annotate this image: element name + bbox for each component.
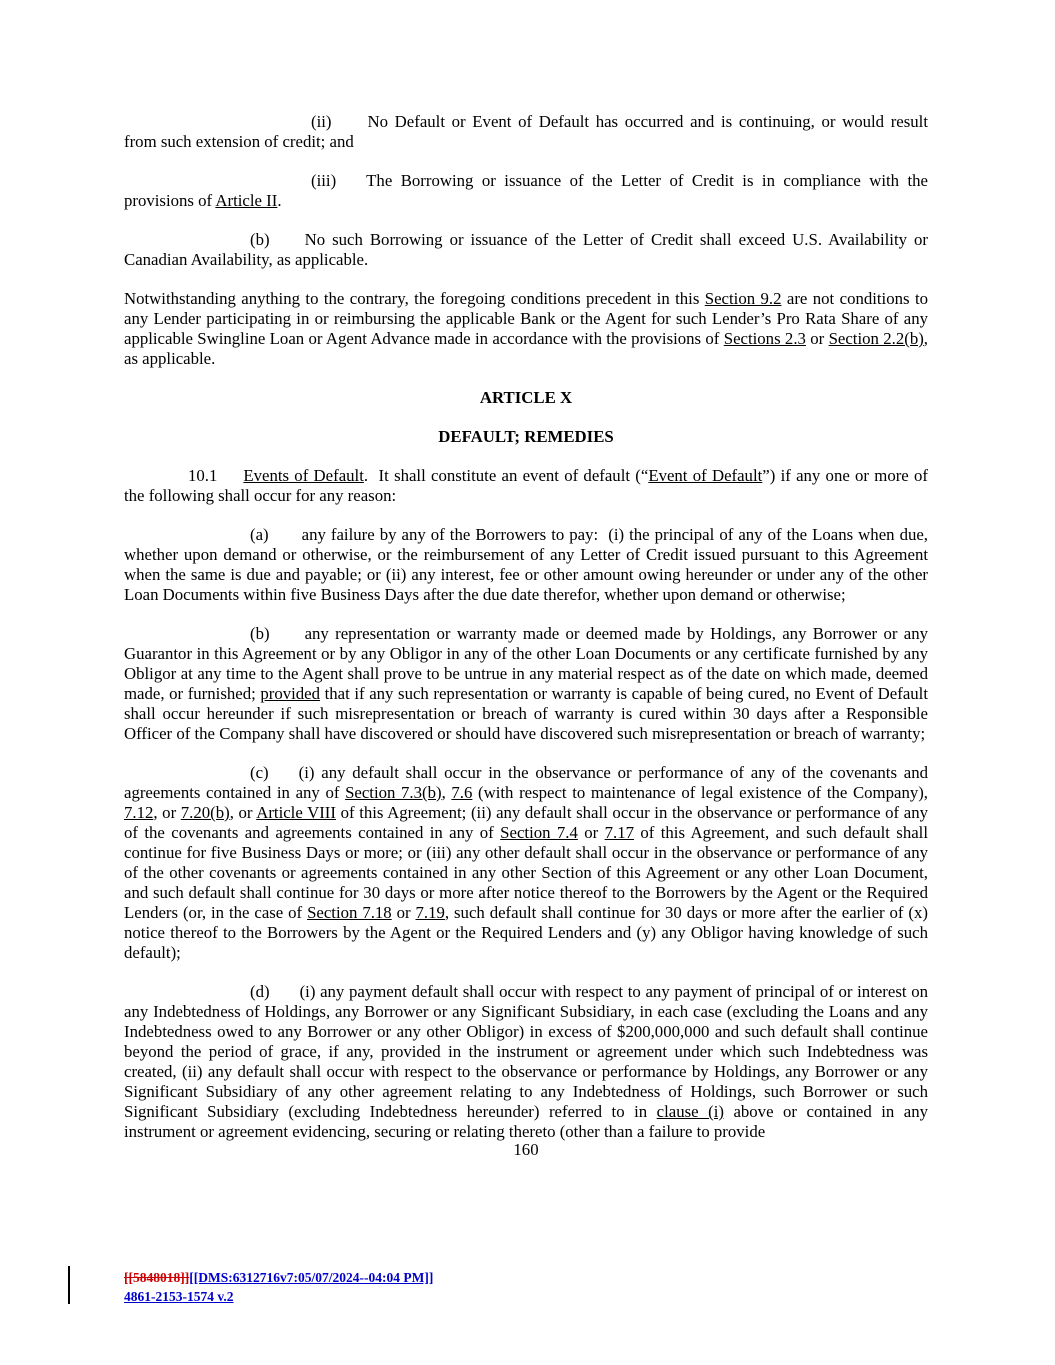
- section-10-1: 10.1 Events of Default. It shall constitute an event of default (“Event of Default”) if any one or more of the following shall occur for any reason:: [124, 466, 928, 505]
- paragraph-c: (c) (i) any default shall occur in the observance or performance of any of the covenants and agreements contained in any of Section 7.3(b), 7.6 (with respect to maintenance of legal existence of the Company), 7.12, or 7.20(b), or Article VIII of this Agreement; (ii) any default shall occur in the observance or performance of any of the covenants and agreements contained in any of Section 7.4 or 7.17 of this Agreement, and such default shall continue for five Business Days or more; or (iii) any other default shall occur in the observance or performance of any of the other covenants or agreements contained in any other Section of this Agreement or any other Loan Document, and such default shall continue for 30 days or more after notice thereof to the Borrowers by the Agent or the Required Lenders (or, in the case of Section 7.18 or 7.19, such default shall continue for 30 days or more after the earlier of (x) notice thereof to the Borrowers by the Agent or the Required Lenders and (y) any Obligor having knowledge of such default);: [124, 763, 929, 962]
- document-body: [124, 112, 928, 1160]
- footer-stamp: [124, 1268, 433, 1306]
- article-title: DEFAULT; REMEDIES: [438, 427, 614, 446]
- change-bar: [68, 1266, 70, 1304]
- paragraph-b: (b) No such Borrowing or issuance of the Letter of Credit shall exceed U.S. Availability or Canadian Availability, as applicable.: [124, 230, 928, 269]
- page-number: 160: [513, 1140, 539, 1159]
- footer-deleted-id: [[5848018]]: [124, 1270, 190, 1285]
- footer-line-1: [124, 1268, 433, 1287]
- paragraph-notwithstanding: Notwithstanding anything to the contrary, the foregoing conditions precedent in this Section 9.2 are not conditions to any Lender participating in or reimbursing the applicable Bank or the Agent for such Lender’s Pro Rata Share of any applicable Swingline Loan or Agent Advance made in accordance with the provisions of Sections 2.3 or Section 2.2(b), as applicable.: [124, 289, 928, 368]
- paragraph-a: (a) any failure by any of the Borrowers to pay: (i) the principal of any of the Loans when due, whether upon demand or otherwise, or the reimbursement of any Letter of Credit issued pursuant to this Agreement when the same is due and payable; or (ii) any interest, fee or other amount owing hereunder or under any of the other Loan Documents within five Business Days after the due date therefor, whether upon demand or otherwise;: [124, 525, 928, 604]
- paragraph-d: (d) (i) any payment default shall occur with respect to any payment of principal of or interest on any Indebtedness of Holdings, any Borrower or any Significant Subsidiary, in each case (excluding the Loans and any Indebtedness owed to any Borrower or any other Obligor) in excess of $200,000,000 and such default shall continue beyond the period of grace, if any, provided in the instrument or agreement under which such Indebtedness was created, (ii) any default shall occur with respect to the observance or performance by Holdings, any Borrower or any Significant Subsidiary of any other agreement relating to any Indebtedness of Holdings, such Borrower or such Significant Subsidiary (excluding Indebtedness hereunder) referred to in clause (i) above or contained in any instrument or agreement evidencing, securing or relating thereto (other than a failure to provide: [124, 982, 929, 1141]
- paragraph-iii: (iii) The Borrowing or issuance of the Letter of Credit is in compliance with the provisions of Article II.: [124, 171, 928, 210]
- footer-doc-id: 4861-2153-1574 v.2: [124, 1289, 234, 1304]
- footer-dms-stamp: [[DMS:6312716v7:05/07/2024--04:04 PM]]: [189, 1270, 434, 1285]
- paragraph-b-warranty: (b) any representation or warranty made or deemed made by Holdings, any Borrower or any Guarantor in this Agreement or by any Obligor in any of the other Loan Documents or any certificate furnished by any Obligor at any time to the Agent shall prove to be untrue in any material respect as of the date on which made, deemed made, or furnished; provided that if any such representation or warranty is capable of being cured, no Event of Default shall occur hereunder if such misrepresentation or breach of warranty is cured within 30 days after a Responsible Officer of the Company shall have discovered or should have discovered such misrepresentation or breach of warranty;: [124, 624, 928, 743]
- article-heading: ARTICLE X: [479, 388, 573, 407]
- paragraph-ii: (ii) No Default or Event of Default has occurred and is continuing, or would result from such extension of credit; and: [124, 112, 928, 151]
